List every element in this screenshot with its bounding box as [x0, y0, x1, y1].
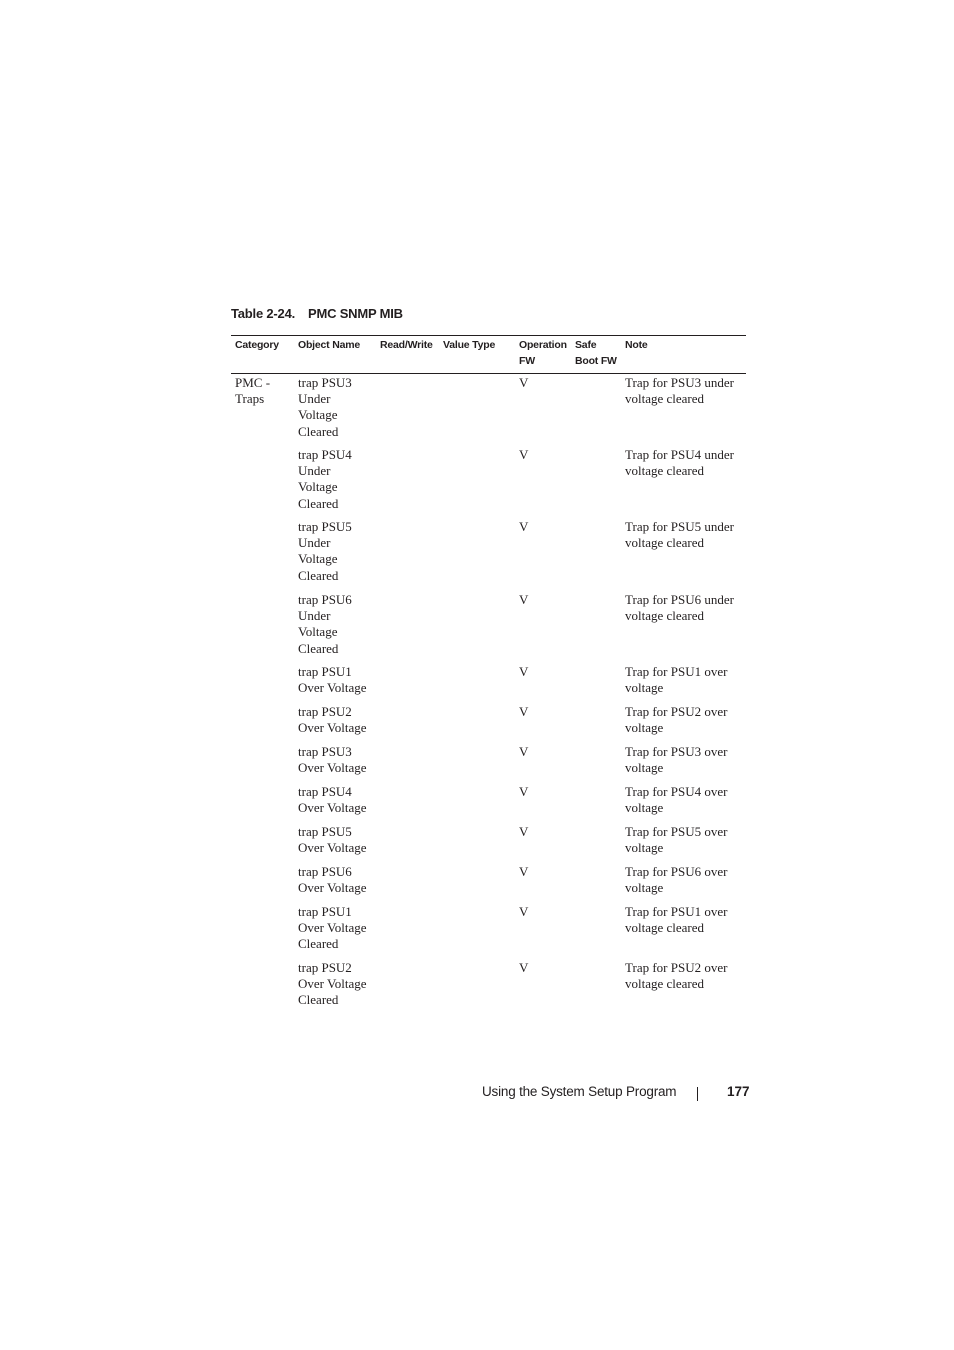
header-read-write: Read/Write [380, 339, 433, 351]
object-name-cell: trap PSU4 Under Voltage Cleared [298, 447, 352, 511]
note-cell: Trap for PSU2 over voltage [625, 704, 728, 736]
note-cell: Trap for PSU5 under voltage cleared [625, 519, 734, 551]
object-name-cell: trap PSU4 Over Voltage [298, 784, 367, 816]
category-cell: PMC - Traps [235, 375, 271, 407]
object-name-cell: trap PSU2 Over Voltage Cleared [298, 960, 367, 1008]
note-cell: Trap for PSU3 over voltage [625, 744, 728, 776]
table-number: Table 2-24. [231, 306, 296, 321]
object-name-cell: trap PSU6 Over Voltage [298, 864, 367, 896]
header-object-name: Object Name [298, 339, 360, 351]
operation-fw-cell: V [519, 784, 529, 799]
note-cell: Trap for PSU4 over voltage [625, 784, 728, 816]
operation-fw-cell: V [519, 447, 529, 462]
header-operation-fw: Operation FW [519, 339, 567, 367]
operation-fw-cell: V [519, 864, 529, 879]
table-header-rule [231, 373, 746, 374]
note-cell: Trap for PSU4 under voltage cleared [625, 447, 734, 479]
table-top-rule [231, 335, 746, 336]
operation-fw-cell: V [519, 664, 529, 679]
operation-fw-cell: V [519, 960, 529, 975]
note-cell: Trap for PSU1 over voltage cleared [625, 904, 728, 936]
object-name-cell: trap PSU5 Under Voltage Cleared [298, 519, 352, 583]
operation-fw-cell: V [519, 824, 529, 839]
object-name-cell: trap PSU6 Under Voltage Cleared [298, 592, 352, 656]
object-name-cell: trap PSU3 Under Voltage Cleared [298, 375, 352, 439]
header-safe-boot-fw: Safe Boot FW [575, 339, 617, 367]
header-value-type: Value Type [443, 339, 496, 351]
table-caption [231, 306, 403, 321]
object-name-cell: trap PSU1 Over Voltage [298, 664, 367, 696]
table-title: PMC SNMP MIB [308, 306, 403, 321]
operation-fw-cell: V [519, 375, 529, 390]
page-number: 177 [727, 1084, 750, 1099]
object-name-cell: trap PSU5 Over Voltage [298, 824, 367, 856]
object-name-cell: trap PSU2 Over Voltage [298, 704, 367, 736]
operation-fw-cell: V [519, 744, 529, 759]
object-name-cell: trap PSU3 Over Voltage [298, 744, 367, 776]
header-note: Note [625, 339, 648, 351]
operation-fw-cell: V [519, 704, 529, 719]
footer-section-title: Using the System Setup Program [482, 1084, 677, 1099]
note-cell: Trap for PSU1 over voltage [625, 664, 728, 696]
operation-fw-cell: V [519, 904, 529, 919]
note-cell: Trap for PSU3 under voltage cleared [625, 375, 734, 407]
operation-fw-cell: V [519, 592, 529, 607]
object-name-cell: trap PSU1 Over Voltage Cleared [298, 904, 367, 952]
operation-fw-cell: V [519, 519, 529, 534]
footer-separator [697, 1087, 698, 1101]
note-cell: Trap for PSU6 under voltage cleared [625, 592, 734, 624]
note-cell: Trap for PSU6 over voltage [625, 864, 728, 896]
note-cell: Trap for PSU5 over voltage [625, 824, 728, 856]
header-category: Category [235, 339, 279, 351]
note-cell: Trap for PSU2 over voltage cleared [625, 960, 728, 992]
